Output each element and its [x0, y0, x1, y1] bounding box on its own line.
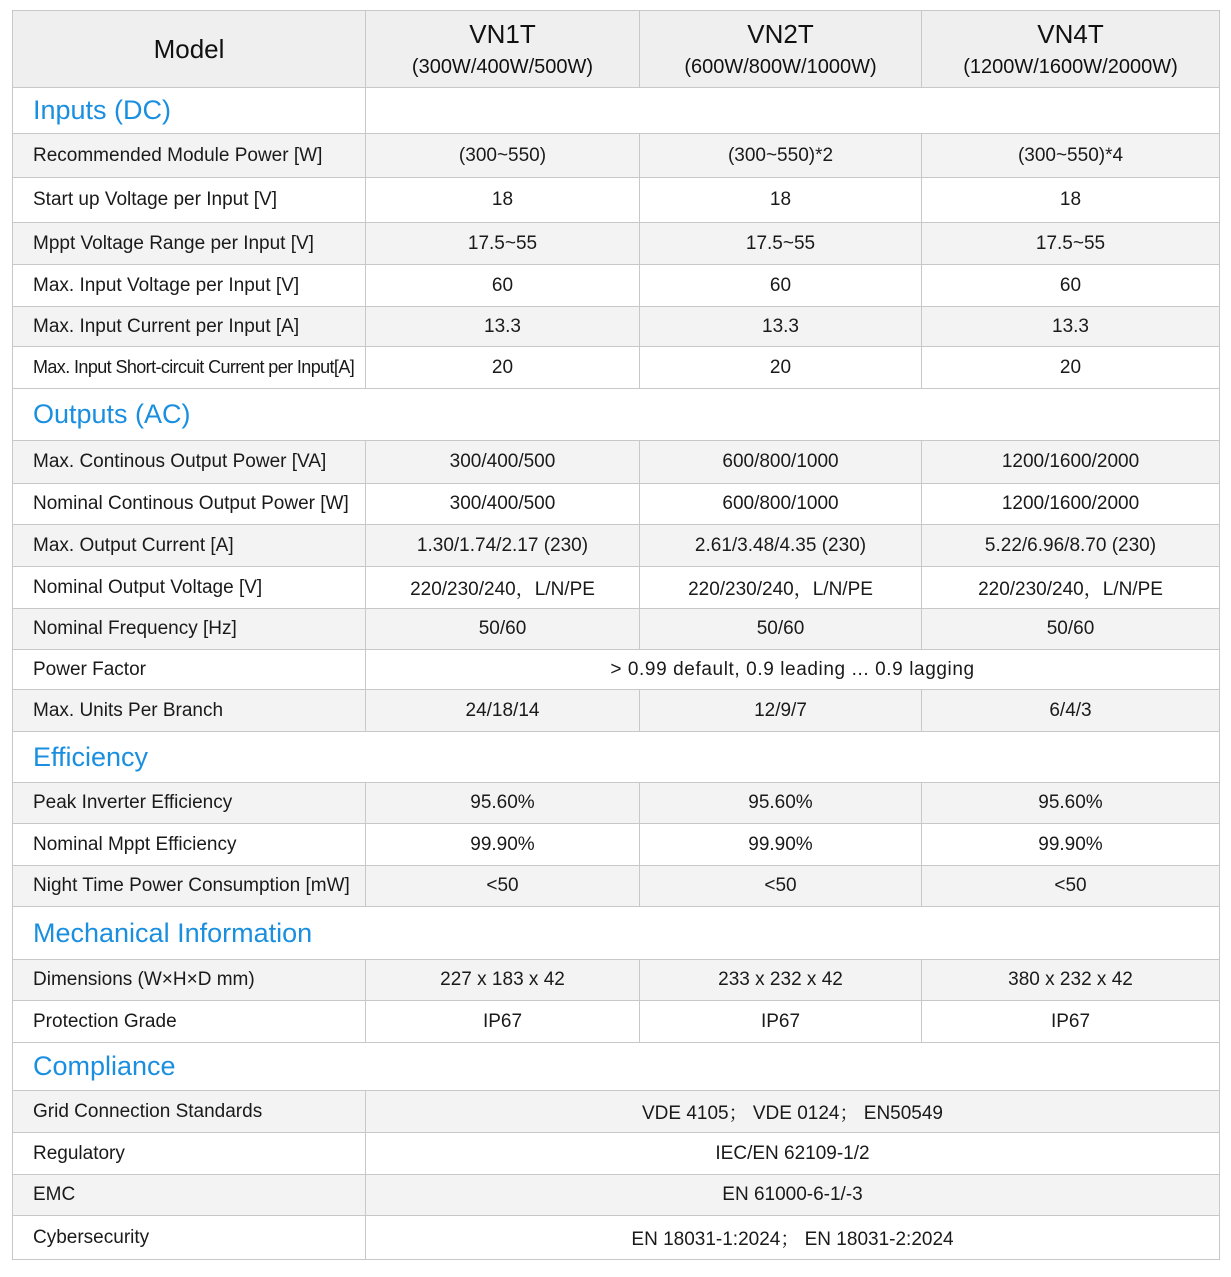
cell-value: 50/60 [366, 609, 640, 650]
row-label: EMC [13, 1175, 366, 1216]
table-row [13, 347, 1220, 389]
section-title: Inputs (DC) [13, 88, 366, 134]
cell-value: 300/400/500 [366, 441, 640, 484]
row-label: Nominal Mppt Efficiency [13, 824, 366, 866]
model-power: (1200W/1600W/2000W) [963, 55, 1178, 78]
table-row [13, 1175, 1220, 1216]
cell-value: <50 [366, 866, 640, 907]
cell-value: <50 [640, 866, 922, 907]
table-row [13, 178, 1220, 223]
row-label: Start up Voltage per Input [V] [13, 178, 366, 223]
row-label: Cybersecurity [13, 1216, 366, 1260]
cell-value: 600/800/1000 [640, 484, 922, 525]
cell-value: 95.60% [366, 783, 640, 824]
row-label: Dimensions (W×H×D mm) [13, 960, 366, 1001]
table-row [13, 1133, 1220, 1175]
table-row [13, 609, 1220, 650]
cell-value: IP67 [922, 1001, 1220, 1043]
table-row [13, 783, 1220, 824]
cell-value: > 0.99 default, 0.9 leading ... 0.9 lagging [366, 650, 1220, 690]
cell-value: 1200/1600/2000 [922, 484, 1220, 525]
model-power: (600W/800W/1000W) [684, 55, 877, 78]
row-label: Max. Input Short-circuit Current per Input[A] [13, 347, 366, 389]
row-label: Nominal Frequency [Hz] [13, 609, 366, 650]
cell-value: 5.22/6.96/8.70 (230) [922, 525, 1220, 567]
model-name: VN1T [469, 19, 536, 50]
model-name: VN4T [1037, 19, 1104, 50]
cell-value: 380 x 232 x 42 [922, 960, 1220, 1001]
cell-value: 300/400/500 [366, 484, 640, 525]
table-row [13, 1216, 1220, 1260]
table-row [13, 441, 1220, 484]
cell-value: 20 [640, 347, 922, 389]
section-title: Mechanical Information [13, 907, 1220, 960]
header-row [13, 11, 1220, 88]
cell-value: IEC/EN 62109-1/2 [366, 1133, 1220, 1175]
cell-value: 17.5~55 [640, 223, 922, 265]
cell-value: 6/4/3 [922, 690, 1220, 732]
cell-value: EN 61000-6-1/-3 [366, 1175, 1220, 1216]
cell-value: 18 [640, 178, 922, 223]
table-row [13, 690, 1220, 732]
section-title: Efficiency [13, 732, 1220, 783]
table-row [13, 307, 1220, 347]
cell-value: 227 x 183 x 42 [366, 960, 640, 1001]
cell-value: 18 [922, 178, 1220, 223]
cell-value: 24/18/14 [366, 690, 640, 732]
row-label: Night Time Power Consumption [mW] [13, 866, 366, 907]
cell-value: 20 [922, 347, 1220, 389]
cell-value: 13.3 [640, 307, 922, 347]
model-header: Model [13, 11, 366, 88]
row-label: Regulatory [13, 1133, 366, 1175]
table-row [13, 1001, 1220, 1043]
table-row [13, 650, 1220, 690]
model-column-vn4t [922, 11, 1220, 88]
cell-value: 17.5~55 [366, 223, 640, 265]
table-row [13, 484, 1220, 525]
cell-value: (300~550) [366, 134, 640, 178]
cell-value: (300~550)*4 [922, 134, 1220, 178]
row-label: Grid Connection Standards [13, 1091, 366, 1133]
cell-value: 2.61/3.48/4.35 (230) [640, 525, 922, 567]
section-title: Compliance [13, 1043, 1220, 1091]
table-row [13, 1091, 1220, 1133]
cell-value: (300~550)*2 [640, 134, 922, 178]
table-row [13, 960, 1220, 1001]
cell-value: 220/230/240，L/N/PE [640, 567, 922, 609]
row-label: Nominal Continous Output Power [W] [13, 484, 366, 525]
table-row [13, 567, 1220, 609]
section-title: Outputs (AC) [13, 389, 1220, 441]
table-row [13, 525, 1220, 567]
cell-value: 1.30/1.74/2.17 (230) [366, 525, 640, 567]
cell-value: 13.3 [922, 307, 1220, 347]
cell-value: 1200/1600/2000 [922, 441, 1220, 484]
cell-value: 12/9/7 [640, 690, 922, 732]
row-label: Max. Continous Output Power [VA] [13, 441, 366, 484]
row-label: Max. Output Current [A] [13, 525, 366, 567]
row-label: Protection Grade [13, 1001, 366, 1043]
row-label: Recommended Module Power [W] [13, 134, 366, 178]
section-outputs [13, 389, 1220, 441]
model-column-vn1t [366, 11, 640, 88]
cell-value: 50/60 [640, 609, 922, 650]
cell-value: 600/800/1000 [640, 441, 922, 484]
cell-value: 233 x 232 x 42 [640, 960, 922, 1001]
row-label: Power Factor [13, 650, 366, 690]
model-column-vn2t [640, 11, 922, 88]
model-name: VN2T [747, 19, 814, 50]
cell-value: <50 [922, 866, 1220, 907]
cell-value: VDE 4105； VDE 0124； EN50549 [366, 1091, 1220, 1133]
cell-value: 60 [640, 265, 922, 307]
section-efficiency [13, 732, 1220, 783]
row-label: Max. Units Per Branch [13, 690, 366, 732]
row-label: Max. Input Voltage per Input [V] [13, 265, 366, 307]
row-label: Nominal Output Voltage [V] [13, 567, 366, 609]
cell-value: EN 18031-1:2024； EN 18031-2:2024 [366, 1216, 1220, 1260]
row-label: Mppt Voltage Range per Input [V] [13, 223, 366, 265]
cell-value: 220/230/240，L/N/PE [922, 567, 1220, 609]
row-label: Peak Inverter Efficiency [13, 783, 366, 824]
cell-value: 20 [366, 347, 640, 389]
cell-value: 99.90% [366, 824, 640, 866]
section-mechanical [13, 907, 1220, 960]
table-row [13, 824, 1220, 866]
table-row [13, 265, 1220, 307]
cell-value: 95.60% [640, 783, 922, 824]
cell-value: 60 [922, 265, 1220, 307]
model-power: (300W/400W/500W) [411, 55, 594, 78]
cell-value: 99.90% [640, 824, 922, 866]
table-row [13, 134, 1220, 178]
cell-value: IP67 [366, 1001, 640, 1043]
row-label: Max. Input Current per Input [A] [13, 307, 366, 347]
cell-value: IP67 [640, 1001, 922, 1043]
cell-value: 17.5~55 [922, 223, 1220, 265]
cell-value: 95.60% [922, 783, 1220, 824]
cell-value: 50/60 [922, 609, 1220, 650]
cell-value: 18 [366, 178, 640, 223]
cell-value: 13.3 [366, 307, 640, 347]
cell-value: 99.90% [922, 824, 1220, 866]
spec-table [12, 10, 1220, 1260]
section-compliance [13, 1043, 1220, 1091]
table-row [13, 866, 1220, 907]
table-row [13, 223, 1220, 265]
section-inputs [13, 88, 1220, 134]
cell-value: 60 [366, 265, 640, 307]
cell-value: 220/230/240，L/N/PE [366, 567, 640, 609]
